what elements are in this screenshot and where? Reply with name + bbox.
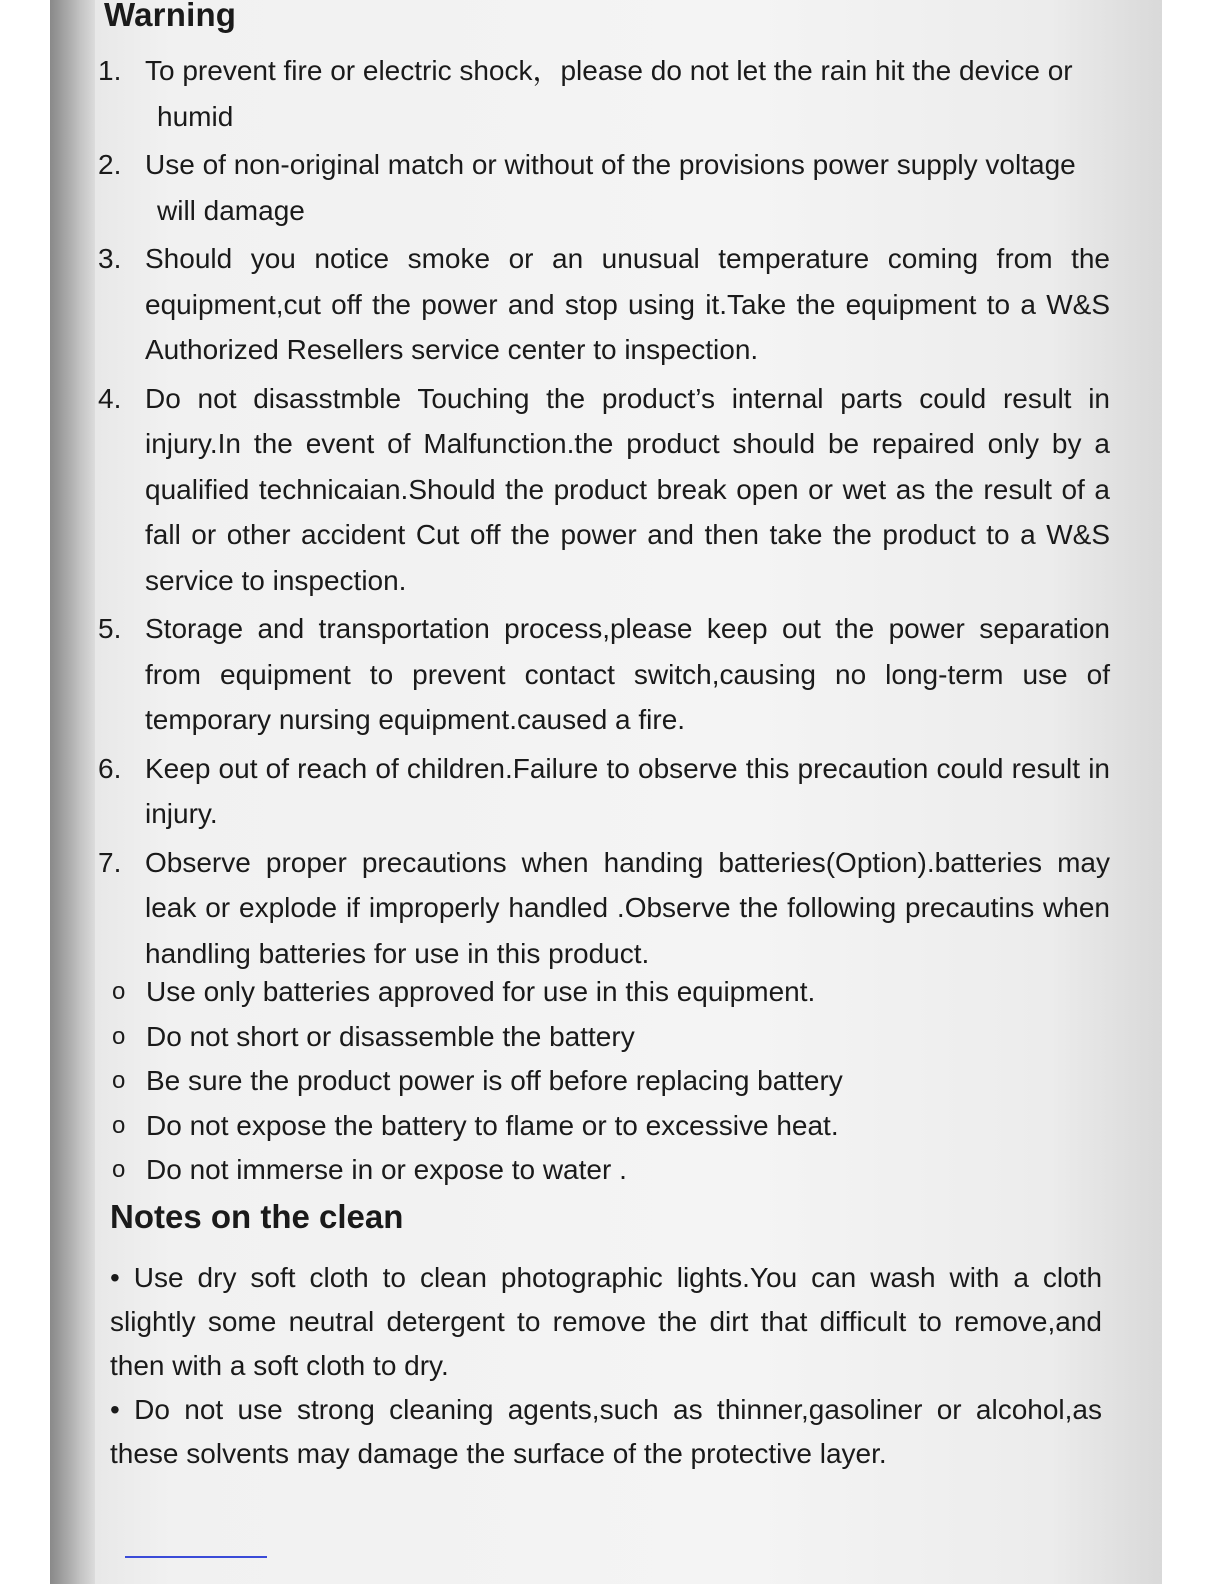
battery-precaution-item [110, 1059, 1090, 1104]
notes-item-text: Do not use strong cleaning agents,such as thinner,gasoliner or alcohol,as these solvents may damage the surface of the protective layer. [110, 1394, 1103, 1469]
warning-item-continuation: will damage [157, 194, 305, 226]
notes-item [110, 1388, 1102, 1476]
warning-item-number: 4. [98, 382, 122, 414]
dot-bullet-icon: • [110, 1394, 120, 1425]
notes-list [110, 1256, 1102, 1476]
battery-precaution-item [110, 1148, 1090, 1193]
warning-item-continuation: humid [157, 100, 234, 132]
page-underline-mark [125, 1556, 267, 1558]
warning-item-text: Keep out of reach of children.Failure to observe this precaution could result in injury. [145, 752, 1110, 829]
notes-item [110, 1256, 1102, 1388]
circle-bullet-icon: o [112, 1067, 126, 1094]
warning-item-2 [90, 142, 1110, 233]
battery-precaution-item [110, 1015, 1090, 1060]
battery-precaution-text: Use only batteries approved for use in this equipment. [146, 976, 816, 1007]
circle-bullet-icon: o [112, 1111, 126, 1139]
notes-item-text: Use dry soft cloth to clean photographic lights.You can wash with a cloth slightly some neutral detergent to remove the dirt that difficult to remove,and then with a soft cloth to dry. [110, 1262, 1103, 1381]
warning-item-5 [90, 606, 1110, 743]
warning-item-number: 1. [98, 55, 122, 86]
battery-precaution-text: Do not short or disassemble the battery [146, 1020, 635, 1052]
warning-item-6 [90, 746, 1110, 837]
warning-item-text: Storage and transportation process,please keep out the power separation from equipment to prevent contact switch,causing no long-term use of temporary nursing equipment.caused a fire. [145, 613, 1110, 735]
warning-item-number: 5. [98, 613, 122, 644]
circle-bullet-icon: o [112, 1022, 126, 1050]
warning-item-1 [90, 48, 1110, 139]
warning-item-4 [90, 376, 1110, 604]
warning-item-text: To prevent fire or electric shock，please do not let the rain hit the device or [145, 55, 1073, 86]
manual-page [50, 0, 1162, 1584]
warning-item-number: 7. [98, 846, 122, 878]
warning-item-number: 2. [98, 149, 122, 180]
battery-precaution-item [110, 1104, 1090, 1149]
battery-precaution-text: Do not immerse in or expose to water . [146, 1154, 627, 1185]
warning-item-text: Do not disasstmble Touching the product’s internal parts could result in injury.In the event of Malfunction.the product should be repaired only by a qualified technicaian.Should the product break open or wet as the result of a fall or other accident Cut off the power and then take the product to a W&S service to inspection. [145, 382, 1110, 596]
warning-item-text: Use of non-original match or without of the provisions power supply voltage [145, 149, 1076, 180]
circle-bullet-icon: o [112, 1156, 126, 1183]
warning-item-3 [90, 236, 1110, 373]
battery-precaution-item [110, 970, 1090, 1015]
battery-precaution-text: Be sure the product power is off before replacing battery [146, 1065, 843, 1096]
warning-item-7 [90, 840, 1110, 977]
dot-bullet-icon: • [110, 1262, 120, 1293]
warning-heading: Warning [104, 0, 237, 33]
warning-list [90, 48, 1110, 979]
warning-item-number: 6. [98, 752, 122, 784]
warning-item-text: Should you notice smoke or an unusual temperature coming from the equipment,cut off the power and stop using it.Take the equipment to a W&S Authorized Resellers service center to inspection. [145, 243, 1110, 365]
warning-item-number: 3. [98, 243, 122, 274]
battery-precaution-text: Do not expose the battery to flame or to excessive heat. [146, 1109, 839, 1141]
notes-heading: Notes on the clean [110, 1198, 404, 1235]
warning-item-text: Observe proper precautions when handing batteries(Option).batteries may leak or explode if improperly handled .Observe the following precautins when handling batteries for use in this product. [145, 846, 1110, 969]
circle-bullet-icon: o [112, 978, 126, 1005]
battery-precautions-list [110, 970, 1090, 1193]
